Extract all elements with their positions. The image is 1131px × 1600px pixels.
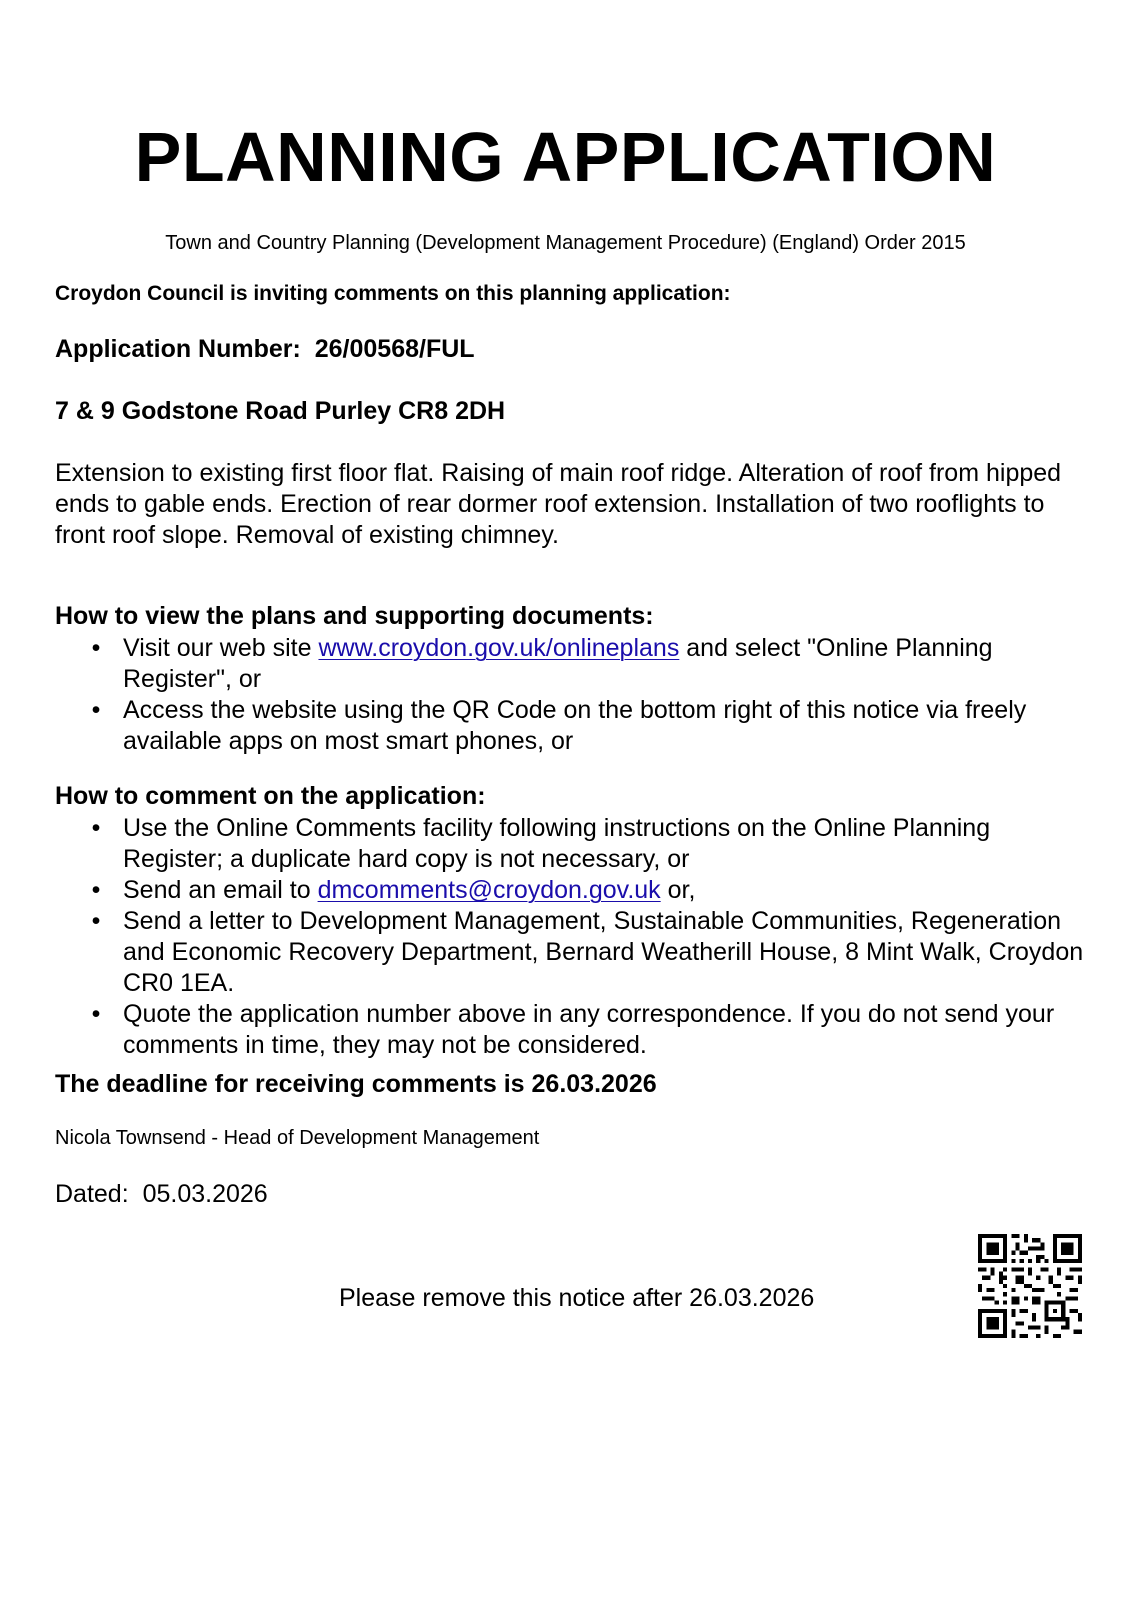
invitation-text: Croydon Council is inviting comments on this planning application: (55, 282, 731, 305)
list-item (55, 906, 1085, 999)
list-item-text: Use the Online Comments facility following instructions on the Online Planning Register; a duplicate hard copy is not necessary, or (123, 814, 991, 873)
remove-notice-text: Please remove this notice after 26.03.2026 (339, 1284, 815, 1312)
bullet-icon: • (91, 634, 101, 662)
bullet-icon: • (91, 1000, 101, 1028)
bullet-icon: • (91, 696, 101, 724)
application-number-label: Application Number: (55, 335, 301, 363)
signatory: Nicola Townsend - Head of Development Management (55, 1127, 540, 1149)
proposal-description: Extension to existing first floor flat. Raising of main roof ridge. Alteration of roof from hipped ends to gable ends. Erection of rear dormer roof extension. Installation of two rooflights to front roof slope. Removal of existing chimney. (55, 459, 1062, 549)
dated-value: 05.03.2026 (142, 1180, 268, 1208)
comment-heading: How to comment on the application: (55, 782, 486, 810)
application-number: 26/00568/FUL (314, 335, 475, 363)
qr-code-icon[interactable] (978, 1234, 1082, 1338)
bullet-icon: • (91, 814, 101, 842)
view-plans-list (55, 633, 1085, 757)
list-item-text: Send a letter to Development Management, Sustainable Communities, Regeneration and Economic Recovery Department, Bernard Weatherill House, 8 Mint Walk, Croydon CR0 1EA. (123, 907, 1084, 997)
dated-line (55, 1179, 268, 1209)
list-item (55, 633, 1085, 695)
bullet-icon: • (91, 876, 101, 904)
list-item-text: and select "Online Planning Register", or (123, 634, 993, 693)
view-plans-heading: How to view the plans and supporting documents: (55, 602, 654, 630)
list-item (55, 999, 1085, 1061)
list-item-text: Access the website using the QR Code on the bottom right of this notice via freely available apps on most smart phones, or (123, 696, 1027, 755)
list-item-text: Visit our web site (123, 634, 319, 662)
list-item-text: Send an email to (123, 876, 318, 904)
site-address: 7 & 9 Godstone Road Purley CR8 2DH (55, 397, 506, 425)
list-item (55, 695, 1085, 757)
list-item (55, 875, 1085, 906)
bullet-icon: • (91, 907, 101, 935)
legislation-subtitle: Town and Country Planning (Development Management Procedure) (England) Order 2015 (165, 232, 966, 254)
page-title: PLANNING APPLICATION (134, 118, 997, 196)
list-item (55, 813, 1085, 875)
comments-email-link[interactable]: dmcomments@croydon.gov.uk (317, 876, 661, 904)
application-number-line (55, 334, 475, 364)
list-item-text: Quote the application number above in any correspondence. If you do not send your comments in time, they may not be considered. (123, 1000, 1055, 1059)
dated-label: Dated: (55, 1180, 129, 1208)
comment-deadline: The deadline for receiving comments is 26.03.2026 (55, 1070, 657, 1098)
comment-methods-list (55, 813, 1085, 1061)
online-plans-link[interactable]: www.croydon.gov.uk/onlineplans (318, 634, 680, 662)
list-item-text: or, (660, 876, 696, 904)
